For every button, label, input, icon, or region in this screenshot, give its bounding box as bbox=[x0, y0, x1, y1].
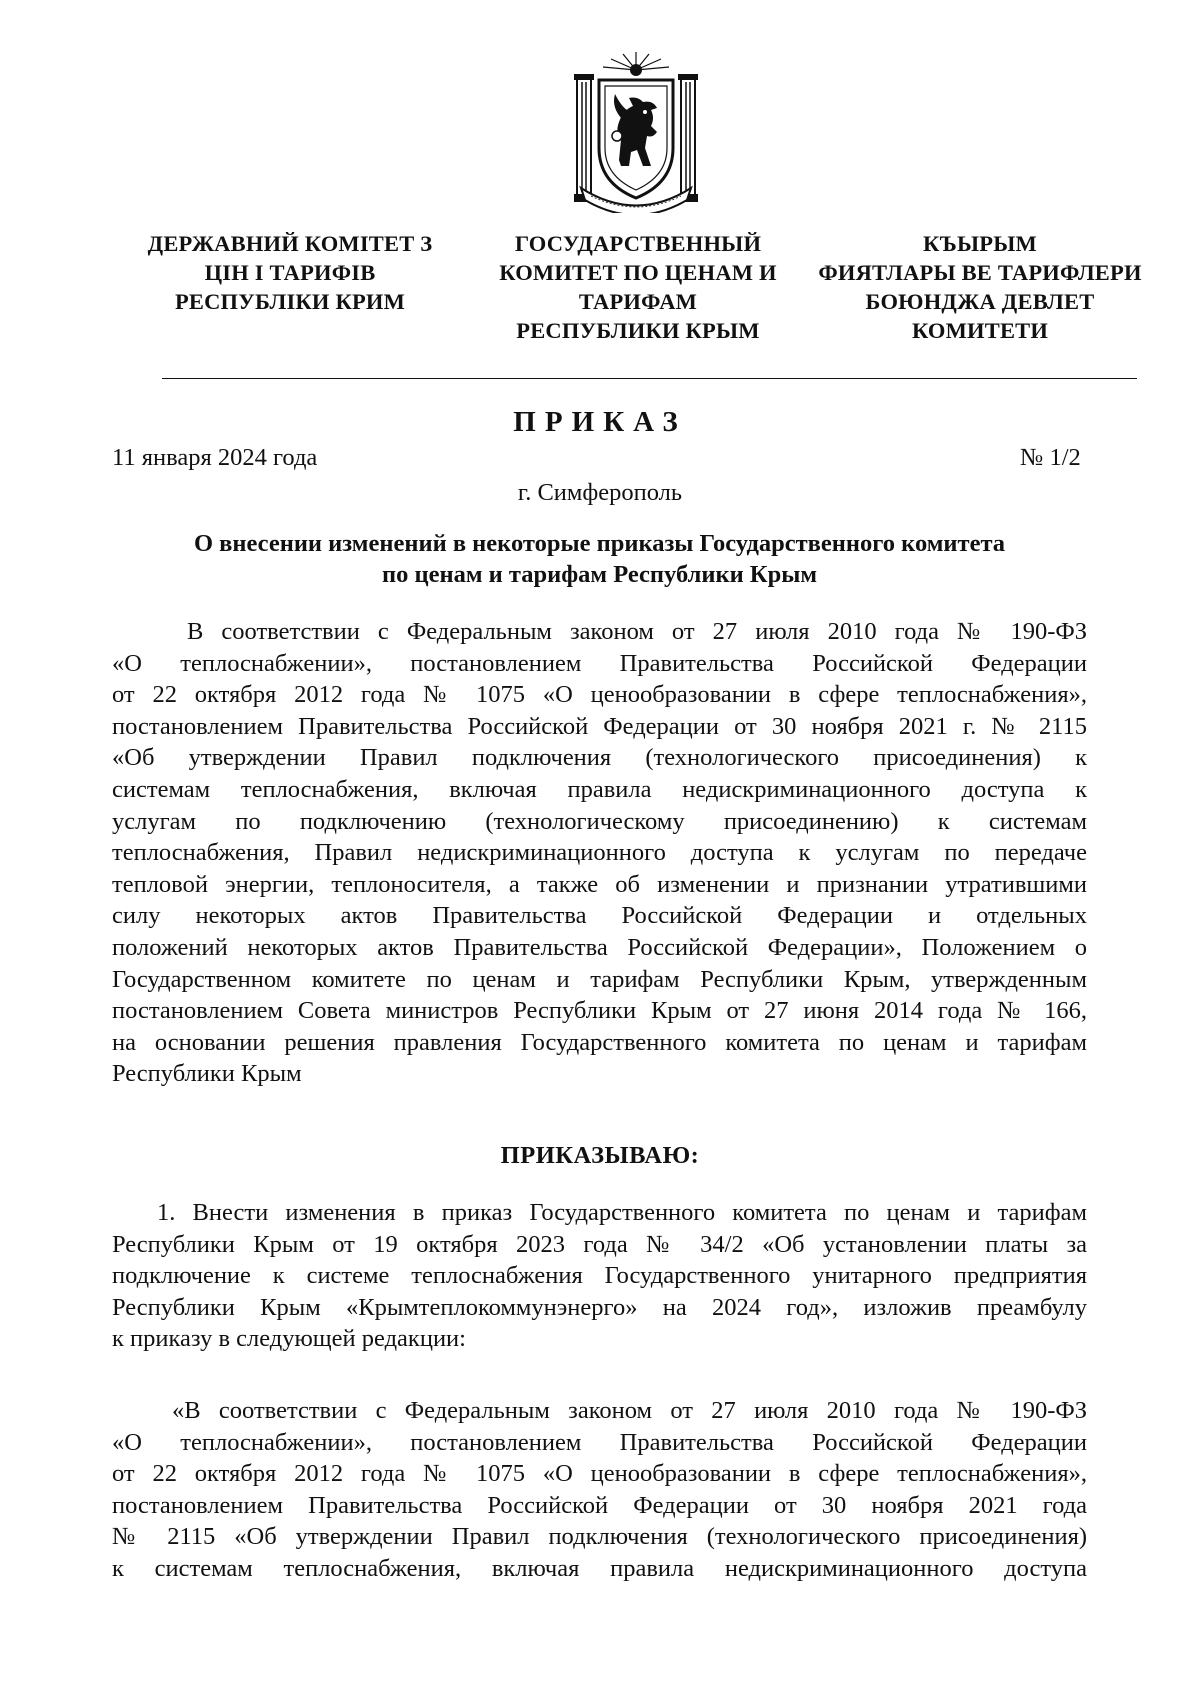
text-line: «Об утверждении Правил подключения (технологического присоединения) к bbox=[112, 744, 1087, 772]
text-line: «О теплоснабжении», постановлением Правительства Российской Федерации bbox=[112, 1428, 1087, 1456]
text-line: постановлением Правительства Российской Федерации от 30 ноября 2021 года bbox=[112, 1491, 1087, 1519]
text-line: подключение к системе теплоснабжения Государственного унитарного предприятия bbox=[112, 1262, 1087, 1290]
crimea-coat-of-arms-icon bbox=[571, 48, 701, 213]
header-line: ЦІН І ТАРИФІВ bbox=[204, 260, 376, 285]
order-city: г. Симферополь bbox=[517, 479, 683, 506]
text-line: Государственном комитете по ценам и тарифам Республики Крым, утвержденным bbox=[112, 965, 1087, 993]
header-line: КОМИТЕТ ПО ЦЕНАМ И bbox=[499, 260, 777, 285]
text-line: Республики Крым от 19 октября 2023 года № 34/2 «Об установлении платы за bbox=[112, 1230, 1087, 1258]
header-crimean-tatar bbox=[815, 229, 1145, 345]
header-line: ФИЯТЛАРЫ ВЕ ТАРИФЛЕРИ bbox=[818, 260, 1142, 285]
item-1-paragraph bbox=[112, 1197, 1087, 1355]
preamble-paragraph bbox=[112, 616, 1087, 1090]
subject-line: О внесении изменений в некоторые приказы Государственного комитета bbox=[193, 530, 1006, 557]
text-line: № 2115 «Об утверждении Правил подключения (технологического присоединения) bbox=[112, 1523, 1087, 1551]
text-line: системам теплоснабжения, включая правила недискриминационного доступа к bbox=[112, 775, 1087, 803]
header-line: ДЕРЖАВНИЙ КОМІТЕТ З bbox=[147, 231, 433, 256]
decree-heading: ПРИКАЗЫВАЮ: bbox=[500, 1142, 700, 1169]
header-line: ГОСУДАРСТВЕННЫЙ bbox=[514, 231, 762, 256]
header-line: ТАРИФАМ bbox=[578, 289, 698, 314]
header-russian bbox=[483, 229, 793, 345]
text-line: тепловой энергии, теплоносителя, а также об изменении и признании утратившими bbox=[112, 870, 1087, 898]
header-line: РЕСПУБЛИКИ КРЫМ bbox=[516, 318, 760, 343]
header-divider bbox=[162, 378, 1137, 379]
header-ukrainian bbox=[135, 229, 445, 316]
text-line: от 22 октября 2012 года № 1075 «О ценообразовании в сфере теплоснабжения», bbox=[112, 681, 1087, 709]
text-line: «О теплоснабжении», постановлением Правительства Российской Федерации bbox=[112, 649, 1087, 677]
text-line: В соответствии с Федеральным законом от 27 июля 2010 года № 190-ФЗ bbox=[187, 618, 1087, 645]
text-line: 1. Внести изменения в приказ Государственного комитета по ценам и тарифам bbox=[157, 1199, 1087, 1226]
text-line: положений некоторых актов Правительства Российской Федерации», Положением о bbox=[112, 933, 1087, 961]
order-number: № 1/2 bbox=[1020, 444, 1081, 471]
text-line: постановлением Совета министров Республики Крым от 27 июня 2014 года № 166, bbox=[112, 997, 1087, 1025]
order-title: ПРИКАЗ bbox=[513, 406, 687, 438]
text-line: силу некоторых актов Правительства Российской Федерации и отдельных bbox=[112, 902, 1087, 930]
text-line: к системам теплоснабжения, включая правила недискриминационного доступа bbox=[112, 1554, 1087, 1582]
text-line: Республики Крым «Крымтеплокоммунэнерго» на 2024 год», изложив преамбулу bbox=[112, 1293, 1087, 1321]
quoted-preamble-paragraph bbox=[112, 1395, 1087, 1585]
order-subject bbox=[112, 528, 1087, 590]
text-line: теплоснабжения, Правил недискриминационного доступа к услугам по передаче bbox=[112, 839, 1087, 867]
text-line: от 22 октября 2012 года № 1075 «О ценообразовании в сфере теплоснабжения», bbox=[112, 1460, 1087, 1488]
header-line: РЕСПУБЛІКИ КРИМ bbox=[174, 289, 406, 314]
header-line: КЪЫРЫМ bbox=[923, 231, 1037, 256]
order-date: 11 января 2024 года bbox=[112, 444, 318, 471]
text-line: услугам по подключению (технологическому присоединению) к системам bbox=[112, 807, 1087, 835]
header-line: КОМИТЕТИ bbox=[911, 318, 1049, 343]
text-line: «В соответствии с Федеральным законом от 27 июля 2010 года № 190-ФЗ bbox=[172, 1397, 1087, 1424]
text-line: на основании решения правления Государственного комитета по ценам и тарифам bbox=[112, 1028, 1087, 1056]
header-line: БОЮНДЖА ДЕВЛЕТ bbox=[865, 289, 1095, 314]
text-line: к приказу в следующей редакции: bbox=[112, 1325, 466, 1353]
subject-line: по ценам и тарифам Республики Крым bbox=[381, 561, 818, 588]
text-line: постановлением Правительства Российской Федерации от 30 ноября 2021 г. № 2115 bbox=[112, 712, 1087, 740]
text-line: Республики Крым bbox=[112, 1060, 302, 1088]
